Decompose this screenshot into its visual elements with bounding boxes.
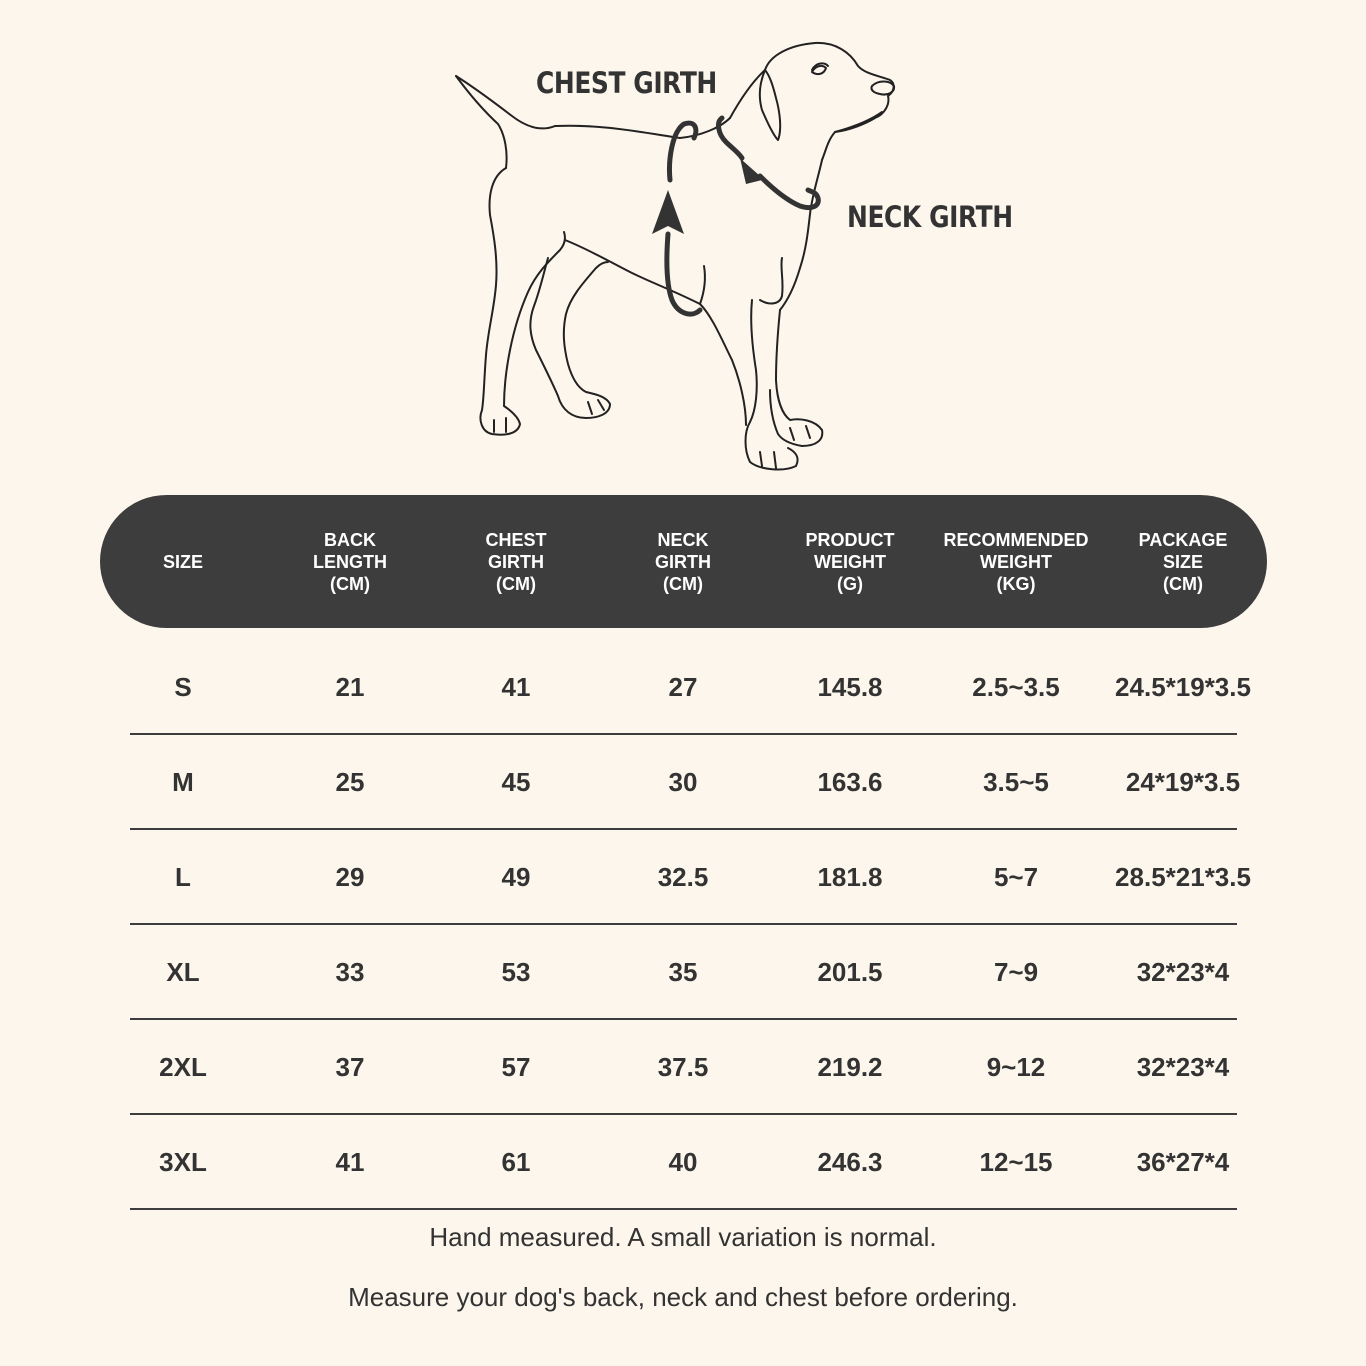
cell-product-weight: 246.3: [817, 1147, 883, 1177]
cell-neck-girth: 32.5: [657, 862, 709, 892]
cell-chest-girth: 57: [501, 1052, 531, 1082]
cell-neck-girth: 27: [668, 672, 698, 702]
dog-tail: [456, 76, 507, 168]
dog-measurement-illustration: [440, 35, 1020, 480]
cell-chest-girth: 53: [501, 957, 531, 987]
header-size: SIZE: [162, 551, 203, 572]
cell-recommended-weight: 2.5~3.5: [972, 672, 1060, 702]
dog-nose: [871, 82, 894, 95]
cell-product-weight: 219.2: [817, 1052, 883, 1082]
cell-package-size: 28.5*21*3.5: [1115, 862, 1251, 892]
dog-back-leg: [480, 168, 564, 435]
ordering-note: Measure your dog's back, neck and chest before ordering.: [348, 1282, 1018, 1312]
chest-girth-arrow-icon: [652, 190, 684, 234]
cell-neck-girth: 40: [668, 1147, 698, 1177]
cell-neck-girth: 35: [668, 957, 698, 987]
table-row: [0, 640, 1366, 735]
cell-package-size: 36*27*4: [1136, 1147, 1230, 1177]
dog-front-leg: [770, 310, 822, 446]
cell-size: L: [175, 862, 191, 892]
cell-chest-girth: 45: [501, 767, 531, 797]
cell-size: 3XL: [159, 1147, 207, 1177]
cell-back-length: 33: [335, 957, 365, 987]
measurement-note: Hand measured. A small variation is normal.: [429, 1222, 937, 1252]
header-back-length: BACK LENGTH (CM): [313, 529, 387, 594]
header-recommended-weight: RECOMMENDED WEIGHT (KG): [943, 529, 1089, 594]
cell-back-length: 25: [335, 767, 365, 797]
cell-recommended-weight: 12~15: [979, 1147, 1053, 1177]
table-row: [0, 735, 1366, 830]
neck-girth-label: NECK GIRTH: [847, 200, 1013, 234]
header-neck-girth: NECK GIRTH (CM): [655, 529, 711, 594]
cell-product-weight: 201.5: [817, 957, 883, 987]
cell-package-size: 24*19*3.5: [1125, 767, 1241, 797]
header-package-size: PACKAGE SIZE (CM): [1138, 529, 1228, 594]
dog-chest: [780, 160, 822, 310]
cell-size: 2XL: [159, 1052, 207, 1082]
table-row: [0, 925, 1366, 1020]
dog-belly: [565, 240, 746, 425]
chest-girth-label: CHEST GIRTH: [536, 66, 717, 100]
cell-back-length: 29: [335, 862, 365, 892]
neck-girth-arrow-icon: [740, 158, 762, 184]
table-row: [0, 1020, 1366, 1115]
cell-product-weight: 181.8: [817, 862, 883, 892]
cell-recommended-weight: 5~7: [993, 862, 1039, 892]
cell-recommended-weight: 7~9: [993, 957, 1039, 987]
header-product-weight: PRODUCT WEIGHT (G): [805, 529, 895, 594]
cell-product-weight: 163.6: [817, 767, 883, 797]
size-table-header: [100, 495, 1267, 628]
cell-package-size: 32*23*4: [1136, 957, 1230, 987]
cell-back-length: 41: [335, 1147, 365, 1177]
dog-back: [555, 118, 730, 138]
cell-back-length: 21: [335, 672, 365, 702]
cell-product-weight: 145.8: [817, 672, 883, 702]
row-divider: [130, 1208, 1237, 1210]
table-row: [0, 830, 1366, 925]
table-row: [0, 1115, 1366, 1210]
dog-ear: [760, 70, 780, 140]
cell-recommended-weight: 9~12: [986, 1052, 1046, 1082]
cell-size: S: [174, 672, 192, 702]
cell-back-length: 37: [335, 1052, 365, 1082]
cell-chest-girth: 41: [501, 672, 531, 702]
cell-neck-girth: 37.5: [657, 1052, 709, 1082]
neck-girth-loop: [719, 118, 819, 208]
cell-recommended-weight: 3.5~5: [983, 767, 1049, 797]
cell-package-size: 24.5*19*3.5: [1115, 672, 1251, 702]
cell-chest-girth: 49: [501, 862, 531, 892]
cell-chest-girth: 61: [501, 1147, 531, 1177]
cell-size: M: [172, 767, 194, 797]
cell-neck-girth: 30: [668, 767, 698, 797]
header-chest-girth: CHEST GIRTH (CM): [485, 529, 547, 594]
cell-package-size: 32*23*4: [1136, 1052, 1230, 1082]
cell-size: XL: [166, 957, 200, 987]
dog-head: [730, 43, 894, 160]
